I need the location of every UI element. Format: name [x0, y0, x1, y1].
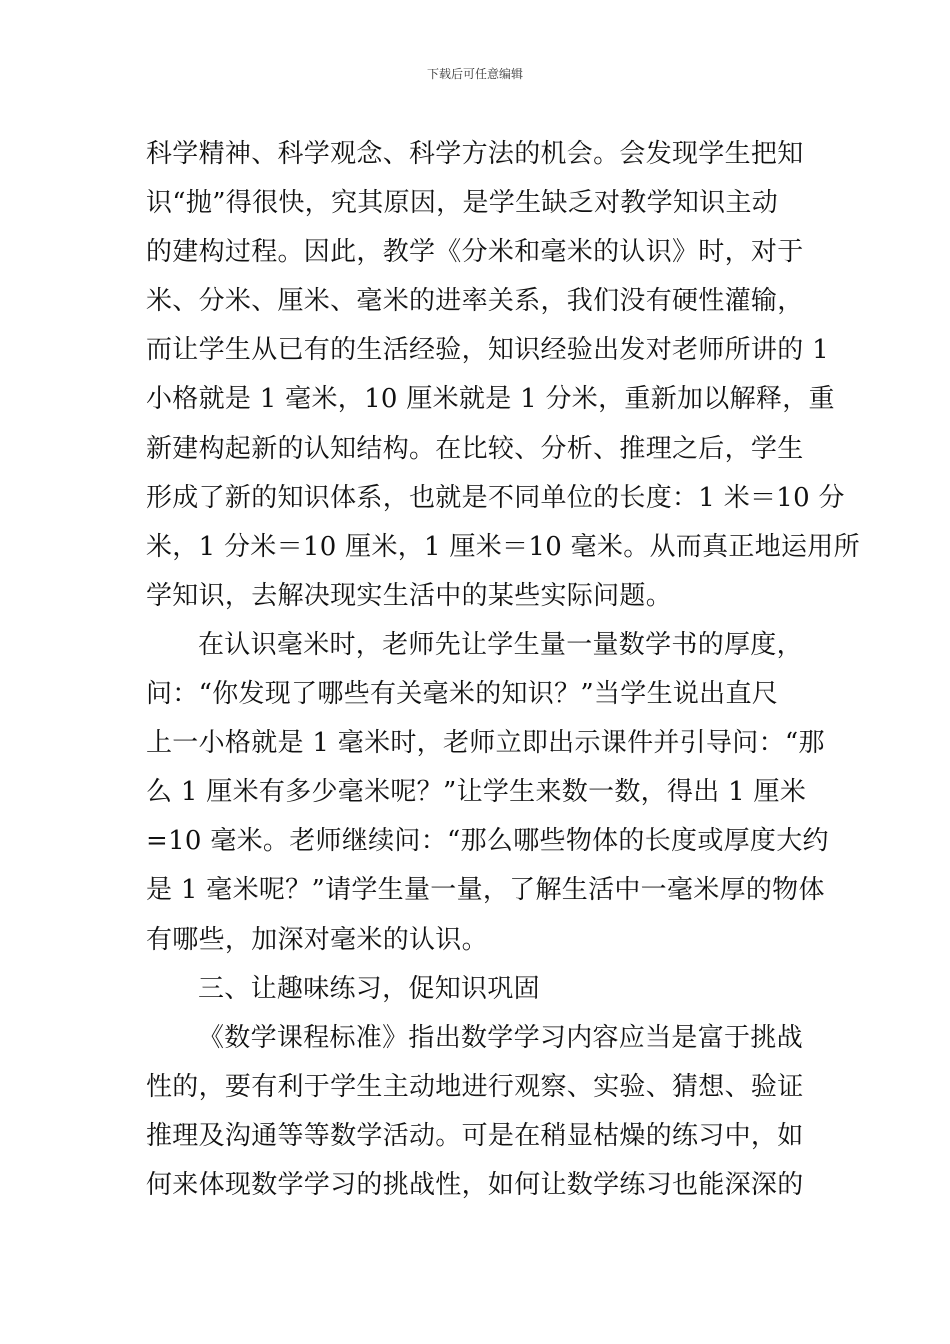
text-line: 问：“你发现了哪些有关毫米的知识？”当学生说出直尺 [146, 679, 779, 710]
document-body [146, 130, 860, 1210]
text-line: 识“抛”得很快，究其原因，是学生缺乏对教学知识主动 [146, 188, 779, 219]
text-line: 何来体现数学学习的挑战性，如何让数学练习也能深深的 [146, 1169, 804, 1200]
text-line: 的建构过程。因此，教学《分米和毫米的认识》时，对于 [146, 237, 804, 268]
text-line: 而让学生从已有的生活经验，知识经验出发对老师所讲的 1 [146, 335, 829, 366]
text-line: 推理及沟通等等数学活动。可是在稍显枯燥的练习中，如 [146, 1120, 804, 1151]
page-header: 下载后可任意编辑 [426, 67, 523, 81]
text-line: 米、分米、厘米、毫米的进率关系，我们没有硬性灌输， [146, 286, 804, 317]
text-line: 科学精神、科学观念、科学方法的机会。会发现学生把知 [146, 139, 804, 169]
text-line: 形成了新的知识体系，也就是不同单位的长度：1 米＝10 分 [146, 482, 845, 513]
text-line: 是 1 毫米呢？”请学生量一量，了解生活中一毫米厚的物体 [146, 875, 825, 906]
section-heading: 三、让趣味练习，促知识巩固 [198, 973, 540, 1004]
text-line: 米，1 分米＝10 厘米，1 厘米＝10 毫米。从而真正地运用所 [146, 531, 860, 562]
text-line: 小格就是 1 毫米，10 厘米就是 1 分米，重新加以解释，重 [146, 384, 835, 415]
text-line: 有哪些，加深对毫米的认识。 [146, 924, 488, 955]
text-line: 学知识，去解决现实生活中的某些实际问题。 [146, 580, 673, 611]
text-line: 上一小格就是 1 毫米时，老师立即出示课件并引导问：“那 [146, 728, 825, 759]
paragraph-start-line: 《数学课程标准》指出数学学习内容应当是富于挑战 [198, 1022, 803, 1053]
text-line: 性的，要有利于学生主动地进行观察、实验、猜想、验证 [146, 1071, 804, 1102]
text-line: 新建构起新的认知结构。在比较、分析、推理之后，学生 [146, 433, 804, 464]
text-line: 么 1 厘米有多少毫米呢？”让学生来数一数，得出 1 厘米 [146, 777, 807, 808]
text-line: =10 毫米。老师继续问：“那么哪些物体的长度或厚度大约 [146, 826, 829, 857]
paragraph-start-line: 在认识毫米时，老师先让学生量一量数学书的厚度， [198, 629, 803, 660]
